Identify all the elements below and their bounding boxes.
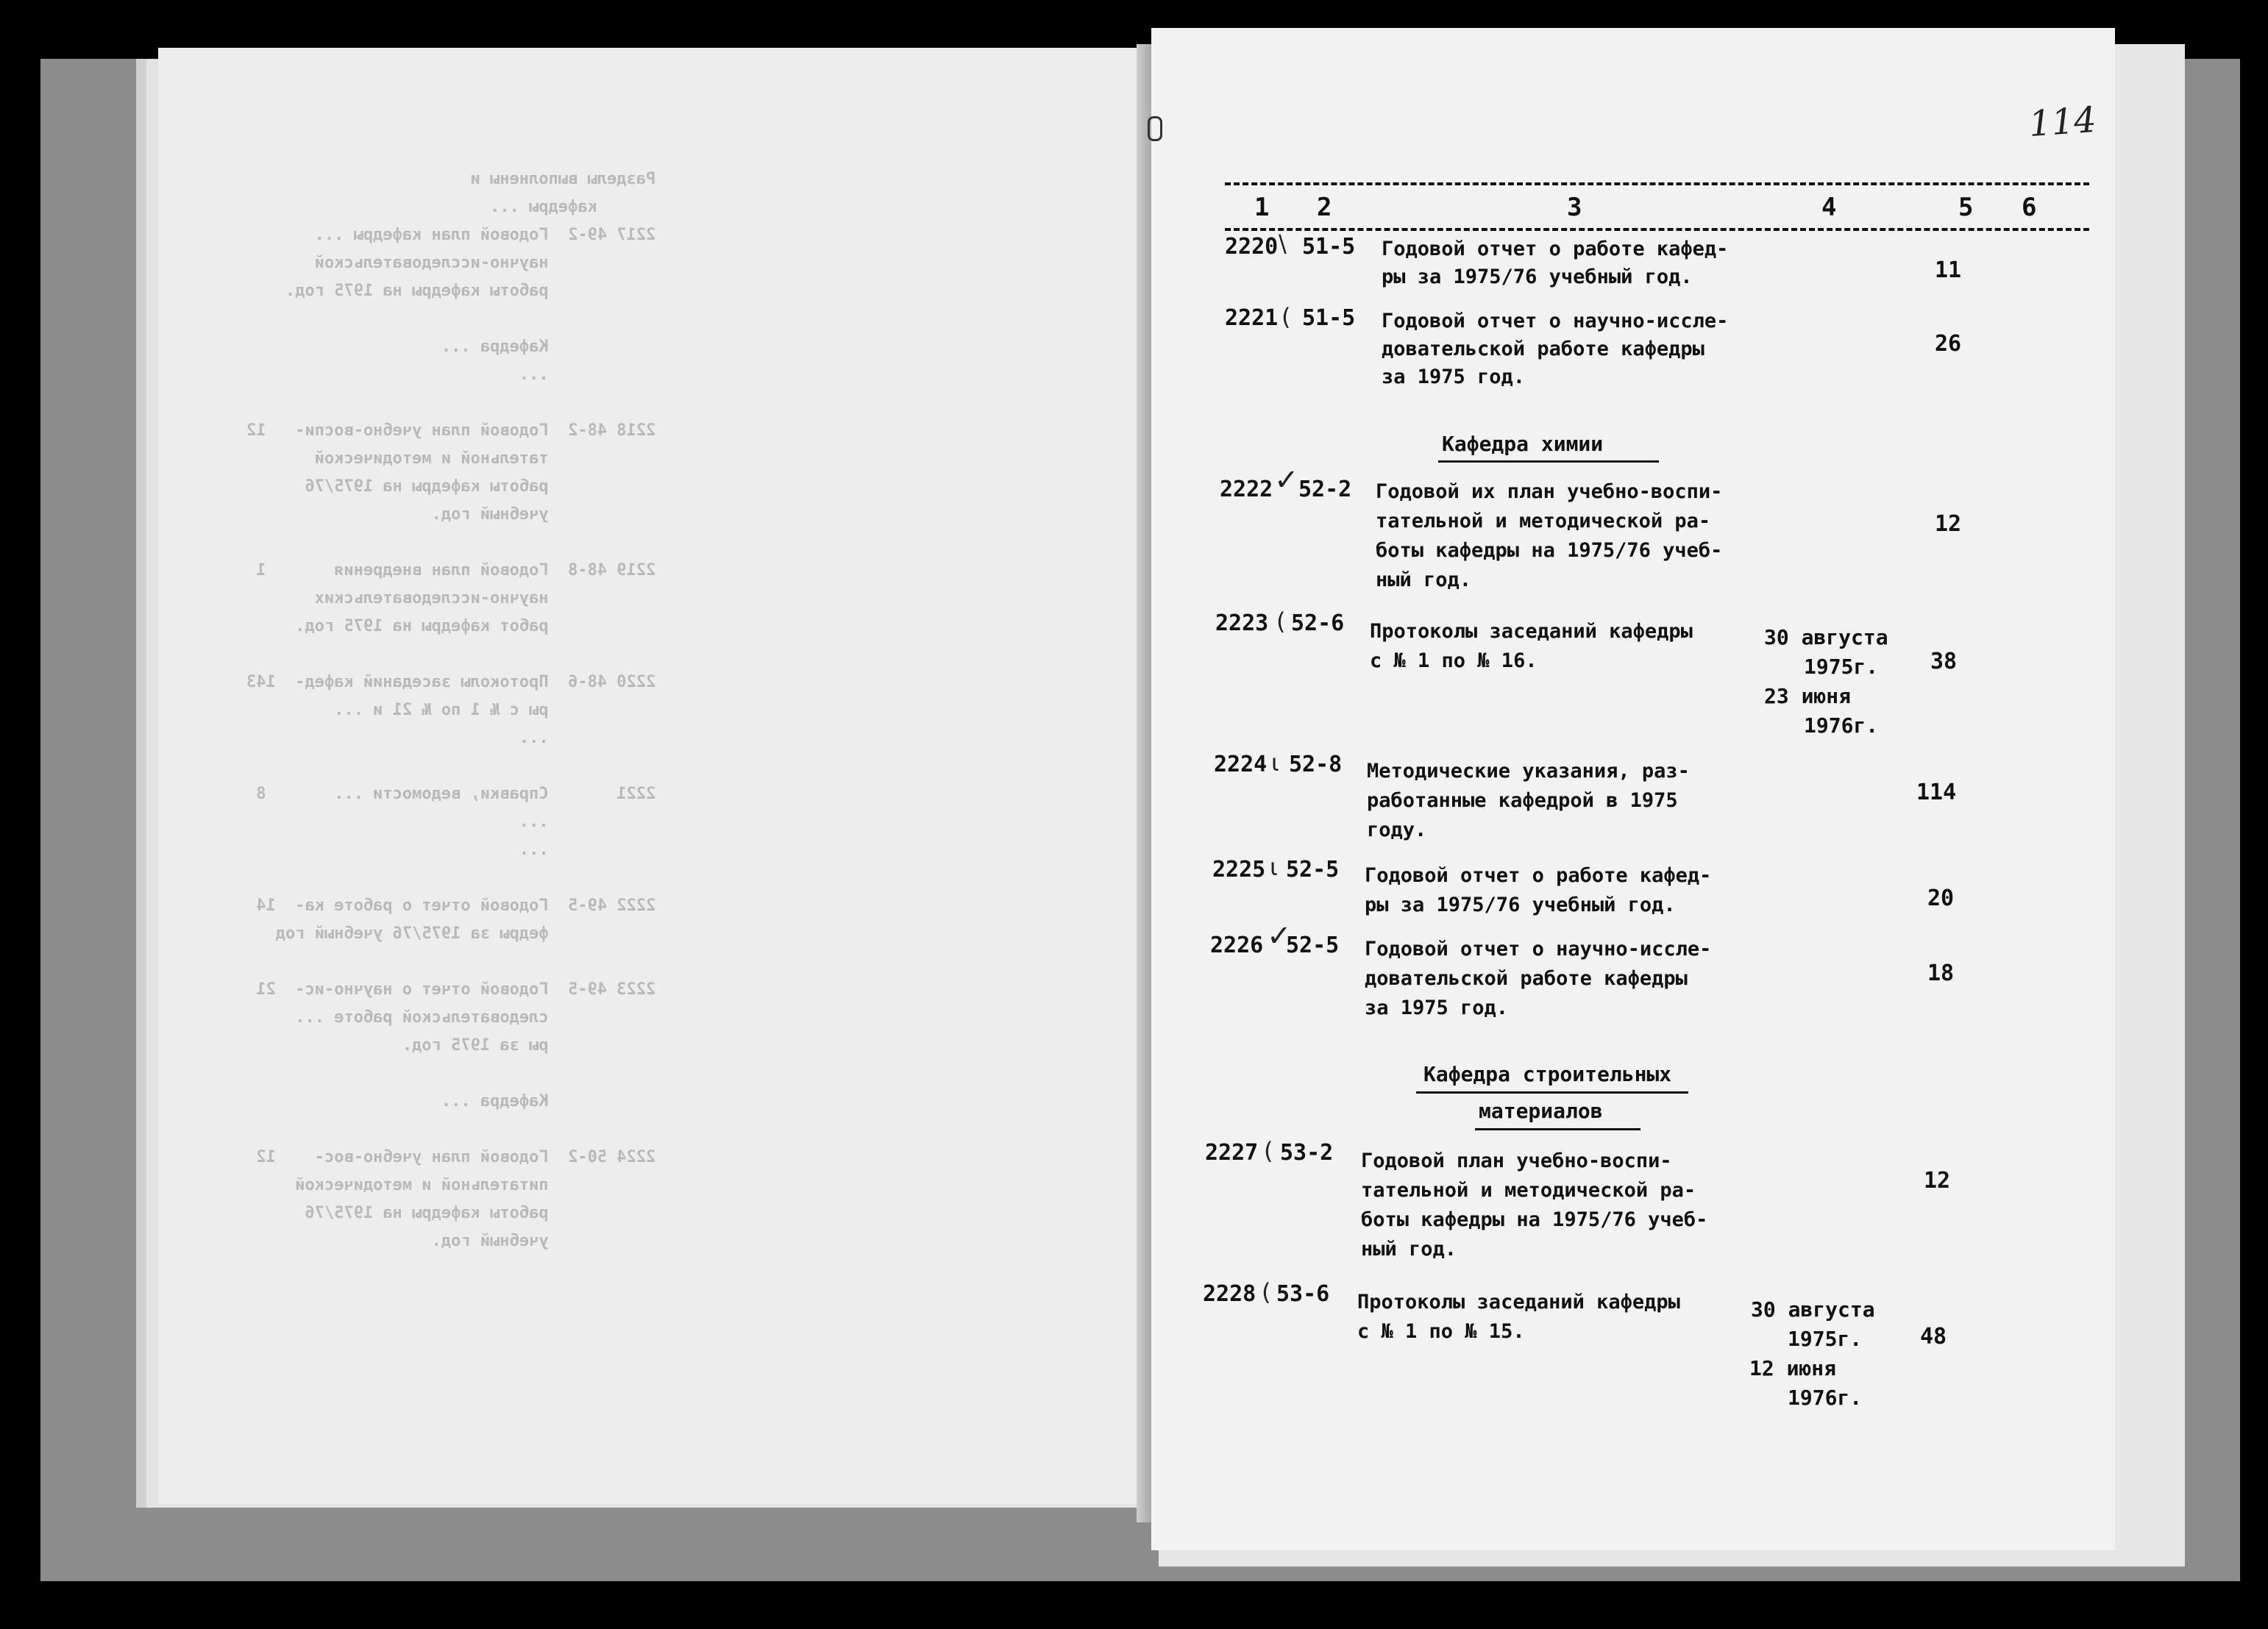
entry-number: 2227	[1205, 1140, 1259, 1166]
section-title-materials-line2: материалов	[1479, 1099, 1603, 1123]
check-mark-icon: ι	[1271, 749, 1279, 777]
entry-sheets: 11	[1935, 257, 1962, 283]
check-mark-icon: (	[1276, 607, 1286, 635]
entry-number: 2228	[1203, 1281, 1256, 1307]
entry-number: 2226	[1210, 933, 1264, 958]
entry-desc-line: Годовой отчет о работе кафед-	[1365, 864, 1712, 887]
section-underline	[1475, 1128, 1640, 1130]
entry-code: 53-6	[1276, 1281, 1330, 1307]
header-rule-bottom	[1225, 228, 2089, 231]
check-mark-icon: \	[1279, 229, 1287, 257]
section-title-materials: Кафедра строительных	[1423, 1062, 1672, 1086]
entry-code: 52-2	[1298, 477, 1352, 502]
entry-number: 2222	[1220, 477, 1273, 502]
entry-desc-line: Годовой план учебно-воспи-	[1361, 1149, 1672, 1172]
entry-code: 53-2	[1280, 1140, 1334, 1166]
entry-desc-line: боты кафедры на 1975/76 учеб-	[1376, 539, 1723, 562]
entry-sheets: 26	[1935, 331, 1962, 357]
entry-desc-line: с № 1 по № 16.	[1370, 649, 1538, 672]
entry-code: 52-8	[1289, 752, 1343, 777]
entry-date-line: 23 июня	[1764, 684, 1852, 708]
entry-desc-line: Протоколы заседаний кафедры	[1370, 620, 1693, 643]
entry-desc-line: Годовой отчет о работе кафед-	[1382, 238, 1729, 260]
entry-number: 2224	[1214, 752, 1268, 777]
entry-desc-line: с № 1 по № 15.	[1357, 1320, 1525, 1343]
entry-desc-line: Годовой отчет о научно-иссле-	[1382, 310, 1729, 332]
entry-number: 2223	[1215, 610, 1269, 636]
left-page	[158, 48, 1159, 1504]
header-col-5: 5	[1958, 193, 1974, 222]
entry-desc-line: довательской работе кафедры	[1365, 967, 1688, 990]
entry-desc-line: ный год.	[1376, 568, 1472, 591]
check-mark-icon: ✓	[1267, 919, 1292, 953]
entry-desc-line: Методические указания, раз-	[1367, 760, 1690, 783]
entry-sheets: 12	[1924, 1168, 1951, 1194]
entry-number: 2221	[1225, 305, 1279, 331]
header-col-1: 1	[1254, 193, 1270, 222]
entry-code: 52-5	[1286, 933, 1340, 958]
header-col-2: 2	[1317, 193, 1332, 222]
entry-sheets: 20	[1927, 885, 1955, 911]
header-rule-top	[1225, 182, 2089, 185]
header-col-3: 3	[1567, 193, 1582, 222]
check-mark-icon: (	[1264, 1137, 1273, 1165]
entry-desc-line: Годовой их план учебно-воспи-	[1376, 480, 1723, 503]
section-underline	[1438, 460, 1659, 463]
entry-desc-line: тательной и методической ра-	[1361, 1179, 1696, 1202]
entry-code: 52-5	[1286, 857, 1340, 883]
entry-code: 51-5	[1302, 234, 1356, 260]
section-title-chemistry: Кафедра химии	[1442, 432, 1604, 456]
entry-date-line: 1975г.	[1788, 1327, 1863, 1351]
entry-sheets: 12	[1935, 511, 1962, 537]
check-mark-icon: ι	[1270, 853, 1278, 881]
check-mark-icon: (	[1262, 1278, 1271, 1306]
entry-desc-line: ры за 1975/76 учебный год.	[1365, 894, 1676, 916]
entry-date-line: 1975г.	[1804, 655, 1879, 679]
bleed-through-text: Разделы выполнены и кафедры ... 2217 49-2 Годовой план кафедры ... научно-исследовательской работы кафедры на 1975 год. Кафедра ... ... 2218 48-2 Годовой план учебно-воспи- 12 тательной и методической работы кафедры на 1975/76 учебный год. 2219 48-8 Годовой план внедрения 1 научно-исследовательских работ кафедры на 1975 год. 2220 48-6 Протоколы заседаний кафед- 143 ры с № 1 по № 21 и ... ... 2221 Справки, ведомости ... 8 ... ... 2222 49-5 Годовой отчет о работе ка- 14 федры за 1975/76 учебный год 2223 49-5 Годовой отчет о научно-ис- 21 следовательской работе ... ры за 1975 год. Кафедра ... 2224 50-2 Годовой план учебно-вос- 12 питательной и методической работы кафедры на 1975/76 учебный год.	[246, 170, 656, 1250]
entry-sheets: 38	[1930, 649, 1958, 674]
binding-clip	[1148, 116, 1162, 141]
entry-date-line: 30 августа	[1751, 1297, 1875, 1322]
entry-desc-line: боты кафедры на 1975/76 учеб-	[1361, 1208, 1708, 1231]
entry-number: 2225	[1212, 857, 1266, 883]
entry-desc-line: за 1975 год.	[1382, 366, 1526, 388]
entry-desc-line: году.	[1367, 819, 1427, 841]
entry-desc-line: Годовой отчет о научно-иссле-	[1365, 938, 1712, 960]
entry-desc-line: довательской работе кафедры	[1382, 338, 1704, 360]
header-col-4: 4	[1821, 193, 1837, 222]
entry-desc-line: тательной и методической ра-	[1376, 510, 1711, 532]
entry-code: 52-6	[1291, 610, 1345, 636]
entry-sheets: 18	[1927, 960, 1955, 986]
entry-desc-line: ры за 1975/76 учебный год.	[1382, 265, 1693, 288]
entry-desc-line: работанные кафедрой в 1975	[1367, 789, 1678, 812]
entry-desc-line: Протоколы заседаний кафедры	[1357, 1291, 1680, 1313]
entry-sheets: 48	[1920, 1324, 1947, 1350]
entry-code: 51-5	[1302, 305, 1356, 331]
header-col-6: 6	[2022, 193, 2037, 222]
entry-sheets: 114	[1916, 780, 1957, 805]
folio-number: 114	[2027, 99, 2098, 146]
entry-desc-line: ный год.	[1361, 1238, 1457, 1261]
check-mark-icon: ✓	[1274, 463, 1299, 497]
entry-number: 2220	[1225, 234, 1279, 260]
entry-date-line: 30 августа	[1764, 625, 1888, 649]
entry-date-line: 1976г.	[1804, 713, 1879, 738]
entry-date-line: 12 июня	[1749, 1356, 1837, 1380]
entry-desc-line: за 1975 год.	[1365, 997, 1509, 1019]
section-underline	[1416, 1091, 1688, 1094]
entry-date-line: 1976г.	[1788, 1386, 1863, 1410]
check-mark-icon: (	[1281, 303, 1291, 331]
